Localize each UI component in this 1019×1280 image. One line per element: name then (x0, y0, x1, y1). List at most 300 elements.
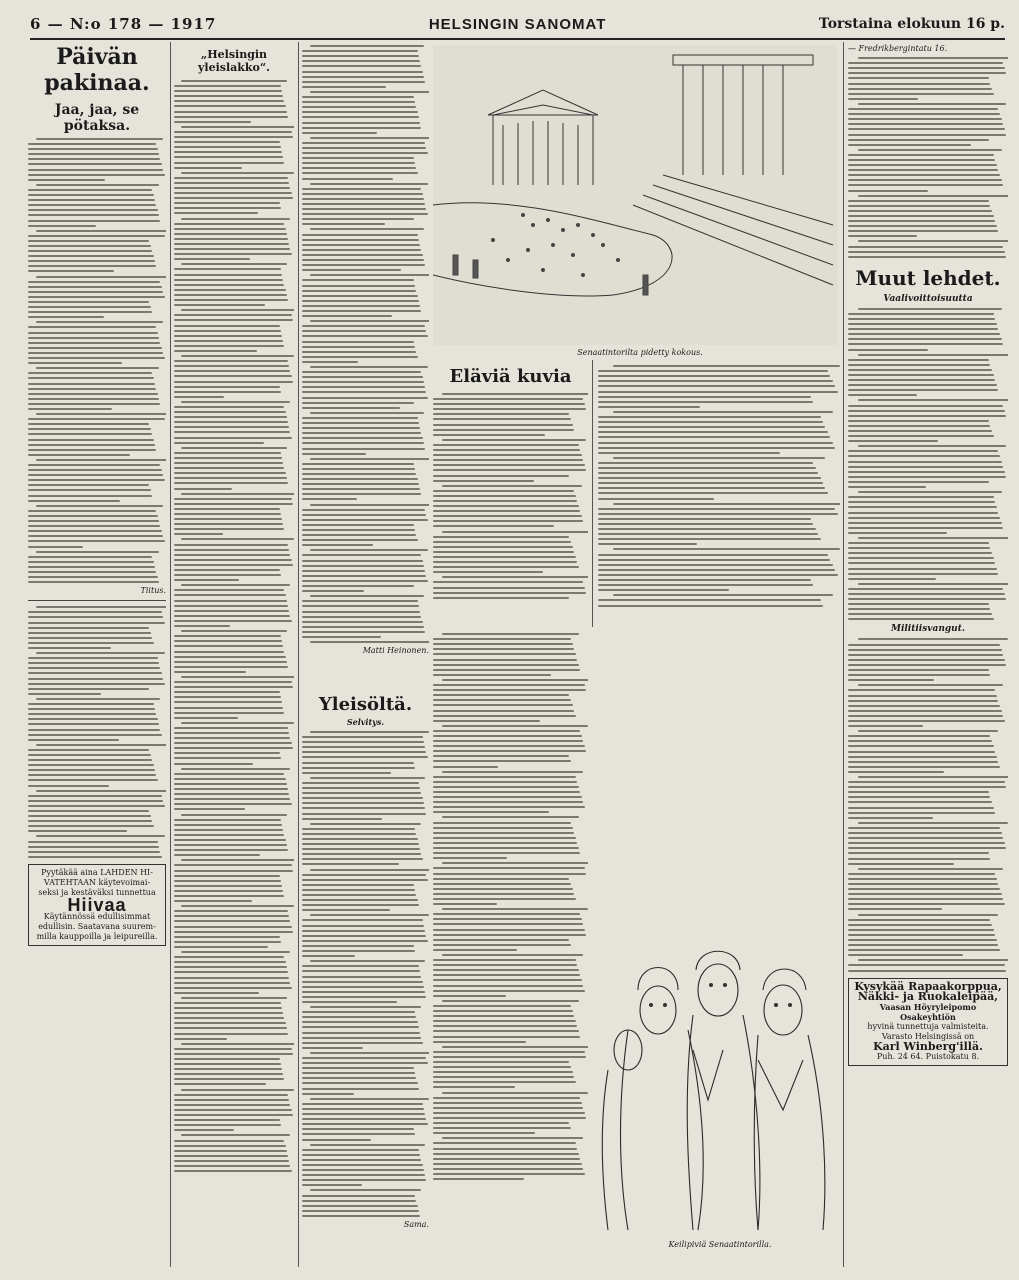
text-line (28, 520, 159, 522)
text-line (302, 407, 400, 409)
text-line (433, 525, 554, 527)
text-line (174, 1002, 281, 1004)
text-line (28, 220, 160, 222)
text-line (848, 246, 1003, 248)
text-line (848, 415, 1006, 417)
text-line (174, 105, 286, 107)
text-line (174, 819, 281, 821)
issue-number: 6 — N:o 178 — 1917 (30, 15, 217, 33)
text-line (848, 496, 994, 498)
text-line (28, 616, 163, 618)
text-line (848, 159, 995, 161)
text-line (302, 442, 424, 444)
text-line (174, 508, 280, 510)
text-line (848, 878, 997, 880)
text-line (848, 832, 1002, 834)
text-line (302, 970, 420, 972)
text-line (302, 1113, 425, 1115)
text-line (28, 342, 160, 344)
text-line (598, 436, 830, 438)
text-line (174, 370, 290, 372)
text-line (433, 949, 517, 951)
text-line (598, 370, 828, 372)
text-line (848, 659, 1005, 661)
text-line (28, 785, 109, 787)
text-line (433, 1076, 574, 1078)
text-line (433, 648, 574, 650)
text-line (848, 786, 1006, 788)
text-line (848, 807, 994, 809)
text-line (302, 498, 357, 500)
text-line (302, 437, 423, 439)
text-line (848, 761, 998, 763)
text-line (848, 225, 997, 227)
text-line (433, 735, 582, 737)
text-line (174, 620, 292, 622)
text-line (302, 50, 418, 52)
text-line (433, 699, 571, 701)
text-line (174, 233, 287, 235)
text-line (433, 669, 580, 671)
text-line (181, 538, 294, 540)
text-line (174, 864, 292, 866)
text-line (181, 676, 294, 678)
text-line (613, 503, 840, 505)
text-line (848, 379, 995, 381)
text-line (433, 964, 577, 966)
text-line (302, 991, 425, 993)
text-line (433, 408, 586, 410)
text-line (174, 763, 253, 765)
text-line (174, 212, 258, 214)
text-line (858, 730, 999, 732)
text-line (174, 1099, 289, 1101)
text-line (433, 424, 573, 426)
text-line (302, 397, 428, 399)
text-line (174, 732, 289, 734)
text-line (598, 421, 823, 423)
column-rule (843, 42, 844, 1267)
text-line (28, 250, 152, 252)
text-line (848, 512, 998, 514)
text-line (174, 549, 289, 551)
text-line (848, 827, 1000, 829)
text-line (433, 480, 534, 482)
text-line (848, 674, 990, 676)
text-line (28, 214, 159, 216)
text-line (302, 529, 415, 531)
text-line (28, 820, 152, 822)
text-line (442, 439, 586, 441)
text-line (174, 391, 281, 393)
text-line (598, 569, 835, 571)
text-line (174, 885, 282, 887)
text-line (302, 950, 415, 952)
text-line (433, 674, 551, 676)
text-line (848, 486, 926, 488)
text-line (174, 85, 281, 87)
text-line (174, 1165, 290, 1167)
text-line (848, 903, 1005, 905)
text-line (598, 584, 813, 586)
article-body-text (598, 365, 840, 606)
text-line (28, 647, 111, 649)
text-line (433, 766, 498, 768)
text-line (174, 681, 292, 683)
text-line (174, 111, 287, 113)
text-line (174, 528, 284, 530)
text-line (28, 174, 165, 176)
column-1 (28, 42, 166, 1267)
text-line (848, 725, 923, 727)
text-line (848, 220, 995, 222)
text-line (28, 225, 96, 227)
text-line (28, 291, 163, 293)
text-line (310, 228, 424, 230)
text-line (310, 91, 429, 93)
text-line (598, 513, 838, 515)
text-line (174, 156, 283, 158)
text-line (28, 764, 154, 766)
text-line (28, 815, 151, 817)
text-line (302, 767, 415, 769)
text-line (174, 167, 242, 169)
text-line (598, 452, 780, 454)
text-line (28, 265, 156, 267)
text-line (302, 1057, 426, 1059)
text-line (433, 505, 579, 507)
text-line (433, 1178, 524, 1180)
text-line (174, 757, 281, 759)
text-line (28, 749, 149, 751)
text-line (442, 576, 588, 578)
sketch-illustration (598, 630, 838, 1235)
text-line (174, 177, 288, 179)
text-line (302, 1133, 415, 1135)
text-line (848, 430, 992, 432)
text-line (613, 411, 833, 413)
text-line (174, 472, 286, 474)
text-line (28, 576, 158, 578)
text-line (36, 652, 164, 654)
text-line (433, 664, 579, 666)
text-line (302, 239, 419, 241)
text-line (302, 142, 425, 144)
text-line (174, 701, 282, 703)
text-line (302, 1118, 426, 1120)
text-line (302, 813, 426, 815)
text-line (302, 178, 393, 180)
text-line (28, 469, 162, 471)
text-line (310, 960, 426, 962)
text-line (28, 194, 154, 196)
text-line (28, 148, 158, 150)
text-line (181, 80, 287, 82)
text-line (28, 759, 152, 761)
text-line (302, 213, 428, 215)
text-line (848, 164, 997, 166)
text-line (433, 704, 573, 706)
text-line (174, 442, 264, 444)
text-line (433, 852, 580, 854)
text-line (302, 1001, 397, 1003)
text-line (848, 573, 998, 575)
text-line (28, 495, 152, 497)
ad-line: Vaasan Höyryleipomo Osakeyhtiön (879, 1001, 977, 1022)
text-line (302, 853, 421, 855)
text-line (442, 679, 588, 681)
text-line (433, 1030, 579, 1032)
text-line (174, 1150, 287, 1152)
text-line (174, 518, 282, 520)
text-line (181, 355, 294, 357)
text-line (848, 557, 994, 559)
text-line (433, 561, 577, 563)
text-line (174, 752, 280, 754)
text-line (28, 444, 155, 446)
text-line (28, 281, 160, 283)
text-line (174, 854, 260, 856)
text-line (433, 1102, 582, 1104)
text-line (302, 626, 424, 628)
text-line (174, 666, 288, 668)
text-line (848, 210, 992, 212)
text-line (28, 240, 149, 242)
text-line (174, 890, 283, 892)
text-line (848, 766, 1000, 768)
text-line (28, 795, 162, 797)
text-line (302, 310, 421, 312)
text-line (28, 153, 159, 155)
text-line (433, 694, 569, 696)
text-line (433, 827, 573, 829)
text-line (28, 627, 149, 629)
text-line (28, 851, 160, 853)
text-line (302, 300, 419, 302)
text-line (848, 93, 994, 95)
text-line (174, 1155, 288, 1157)
text-line (302, 1016, 416, 1018)
text-line (174, 982, 290, 984)
text-line (28, 337, 159, 339)
text-line (598, 543, 697, 545)
text-line (433, 1112, 585, 1114)
page-header (30, 10, 1005, 40)
text-line (174, 844, 287, 846)
text-line (302, 1154, 420, 1156)
text-line (302, 899, 418, 901)
text-line (433, 684, 585, 686)
text-line (598, 574, 838, 576)
text-line (598, 498, 714, 500)
text-line (848, 740, 992, 742)
text-line (28, 566, 155, 568)
text-line (174, 875, 280, 877)
text-line (28, 352, 163, 354)
text-line (174, 457, 282, 459)
text-line (181, 1134, 290, 1136)
text-line (302, 894, 416, 896)
article-signature: Matti Heinonen. (362, 646, 429, 656)
text-line (174, 870, 293, 872)
text-line (598, 579, 811, 581)
text-line (433, 444, 579, 446)
text-line (36, 321, 163, 323)
text-line (302, 473, 416, 475)
text-line (302, 909, 390, 911)
text-line (433, 903, 497, 905)
text-line (302, 1037, 421, 1039)
text-line (174, 977, 289, 979)
text-line (433, 434, 545, 436)
text-line (433, 944, 571, 946)
text-line (433, 837, 576, 839)
ad-brand: Hiivaa (67, 894, 127, 915)
text-line (174, 284, 284, 286)
text-line (848, 751, 995, 753)
text-line (433, 454, 582, 456)
text-line (28, 316, 104, 318)
text-line (28, 439, 154, 441)
text-line (302, 234, 418, 236)
text-line (302, 1088, 419, 1090)
text-line (858, 491, 1002, 493)
text-line (174, 523, 283, 525)
text-line (848, 603, 989, 605)
text-line (433, 878, 569, 880)
text-line (848, 455, 1000, 457)
text-line (28, 270, 114, 272)
text-line (848, 522, 1002, 524)
text-line (433, 495, 576, 497)
text-line (848, 420, 989, 422)
text-line (36, 367, 159, 369)
text-line (28, 703, 154, 705)
text-line (433, 918, 582, 920)
text-line (848, 481, 989, 483)
text-line (302, 1032, 420, 1034)
text-line (28, 255, 154, 257)
text-line (28, 856, 162, 858)
text-line (433, 551, 574, 553)
text-line (174, 340, 283, 342)
text-line (28, 800, 163, 802)
article-body-text (302, 731, 429, 1217)
text-line (174, 594, 286, 596)
text-line (28, 199, 155, 201)
text-line (302, 101, 415, 103)
text-line (302, 1139, 371, 1141)
text-line (848, 700, 998, 702)
text-line (28, 306, 151, 308)
text-line (302, 106, 416, 108)
text-line (174, 187, 290, 189)
text-line (848, 425, 990, 427)
text-line (174, 600, 287, 602)
text-line (28, 163, 162, 165)
text-line (433, 867, 585, 869)
text-line (28, 546, 83, 548)
text-line (174, 946, 268, 948)
text-line (302, 259, 424, 261)
text-line (433, 1163, 582, 1165)
text-line (433, 490, 574, 492)
text-line (28, 433, 152, 435)
text-line (174, 437, 292, 439)
text-line (433, 597, 569, 599)
text-line (181, 951, 290, 953)
text-line (174, 691, 280, 693)
text-line (28, 418, 165, 420)
text-line (181, 1043, 294, 1045)
text-line (28, 754, 151, 756)
text-line (28, 693, 101, 695)
text-line (848, 929, 994, 931)
text-line (181, 630, 287, 632)
text-line (598, 523, 813, 525)
text-line (28, 464, 160, 466)
text-line (28, 662, 159, 664)
text-line (28, 713, 156, 715)
text-line (28, 484, 149, 486)
text-line (302, 198, 424, 200)
text-line (174, 737, 290, 739)
text-line (302, 585, 414, 587)
section-title: Muut lehdet. (855, 265, 1001, 290)
text-line (310, 1189, 422, 1191)
text-line (174, 656, 286, 658)
text-line (28, 189, 152, 191)
text-line (174, 335, 282, 337)
text-line (848, 440, 938, 442)
text-line (302, 838, 418, 840)
text-line (36, 551, 159, 553)
text-line (848, 898, 1003, 900)
text-line (858, 57, 1008, 59)
text-line (598, 477, 821, 479)
text-line (174, 803, 292, 805)
text-line (302, 427, 420, 429)
text-line (848, 338, 1002, 340)
text-line (848, 689, 995, 691)
text-line (302, 600, 418, 602)
text-line (28, 530, 162, 532)
text-line (174, 381, 293, 383)
issue-date: Torstaina elokuun 16 p. (818, 16, 1005, 32)
text-line (858, 684, 1004, 686)
text-line (433, 403, 585, 405)
text-line (302, 945, 414, 947)
text-line (28, 729, 160, 731)
text-line (174, 671, 246, 673)
text-line (174, 829, 283, 831)
text-line (848, 710, 1002, 712)
text-line (174, 651, 284, 653)
text-line (848, 113, 1000, 115)
text-line (302, 346, 415, 348)
text-line (302, 147, 426, 149)
text-line (442, 1092, 588, 1094)
text-line (302, 570, 425, 572)
text-line (433, 1148, 577, 1150)
text-line (433, 515, 582, 517)
text-line (174, 1027, 287, 1029)
text-line (858, 149, 1002, 151)
text-line (36, 698, 160, 700)
text-line (598, 518, 811, 520)
text-line (28, 708, 155, 710)
text-line (848, 613, 992, 615)
